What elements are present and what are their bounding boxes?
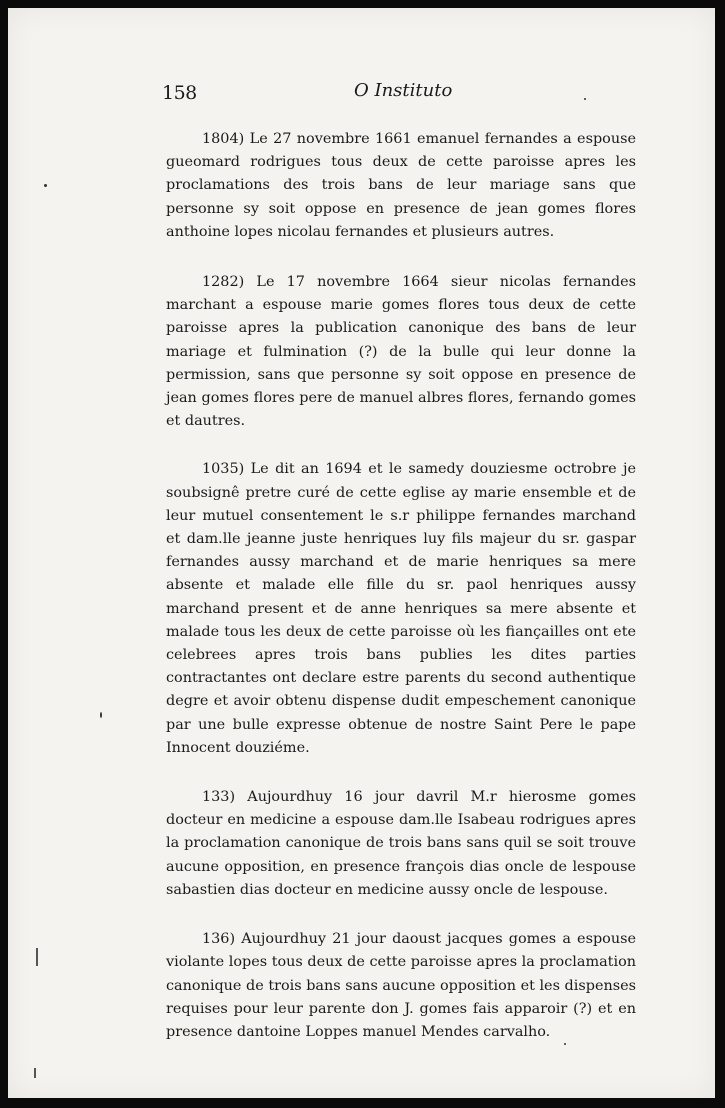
entry-number: 1804) [202, 131, 245, 147]
document-page [162, 70, 637, 1044]
running-title: O Instituto [354, 80, 453, 101]
entry-text: Le dit an 1694 et le samedy douziesme octrobre je soubsignê pretre curé de cette eglise ay marie ensemble et de leur mutuel consentement le s.r philippe fernandes marchand et dam.lle jeanne juste henriques luy fils majeur du sr. gaspar fernandes aussy marchand et de marie henriques sa mere absente et malade elle fille du sr. paol henriques aussy marchand present et de anne henriques sa mere absente et malade tous les deux de cette paroisse où les fiançailles ont ete celebrees apres trois bans publies les dites parties contractantes ont declare estre parents du second authentique degre et avoir obtenu dispense dudit empeschement canonique par une bulle expresse obtenue de nostre Saint Pere le pape Innocent douziéme. [166, 461, 636, 756]
register-entry [166, 128, 636, 244]
entry-number: 1035) [202, 461, 245, 478]
entry-text: Aujourdhuy 16 jour davril M.r hierosme gomes docteur en medicine a espouse dam.lle Isabeau rodrigues apres la proclamation canonique de trois bans sans quil se soit trouve aucune opposition, en presence françois dias oncle de lespouse sabastien dias docteur en medicine aussy oncle de lespouse. [166, 789, 636, 898]
page-header [162, 70, 636, 114]
scan-speck [100, 712, 102, 718]
entry-number: 133) [202, 789, 236, 806]
page-number: 158 [162, 82, 197, 104]
register-entry [166, 458, 636, 760]
entry-text: Aujourdhuy 21 jour daoust jacques gomes a espouse violante lopes tous deux de cette paroisse apres la proclamation canonique de trois bans sans aucune opposition et les dispenses requises pour leur parente don J. gomes fais apparoir (?) et en presence dantoine Loppes manuel Mendes carvalho. [166, 931, 637, 1040]
entry-text: Le 27 novembre 1661 emanuel fernandes a espouse gueomard rodrigues tous deux de cette paroisse apres les proclamations des trois bans de leur mariage sans que personne sy soit oppose en presence de jean gomes flores anthoine lopes nicolau fernandes et plusieurs autres. [166, 131, 637, 240]
scan-speck [44, 184, 47, 187]
entry-text: Le 17 novembre 1664 sieur nicolas fernandes marchant a espouse marie gomes flores tous deux de cette paroisse apres la publication canonique des bans de leur mariage et fulmination (?) de la bulle qui leur donne la permission, sans que personne sy soit oppose en presence de jean gomes flores pere de manuel albres flores, fernando gomes et dautres. [166, 274, 636, 430]
scan-edge-mark [34, 1068, 36, 1078]
register-entry [166, 271, 636, 433]
scan-edge-mark [36, 948, 38, 966]
entry-number: 136) [202, 931, 236, 948]
register-entry [166, 928, 636, 1044]
entry-number: 1282) [202, 274, 245, 291]
register-entry [166, 786, 636, 902]
